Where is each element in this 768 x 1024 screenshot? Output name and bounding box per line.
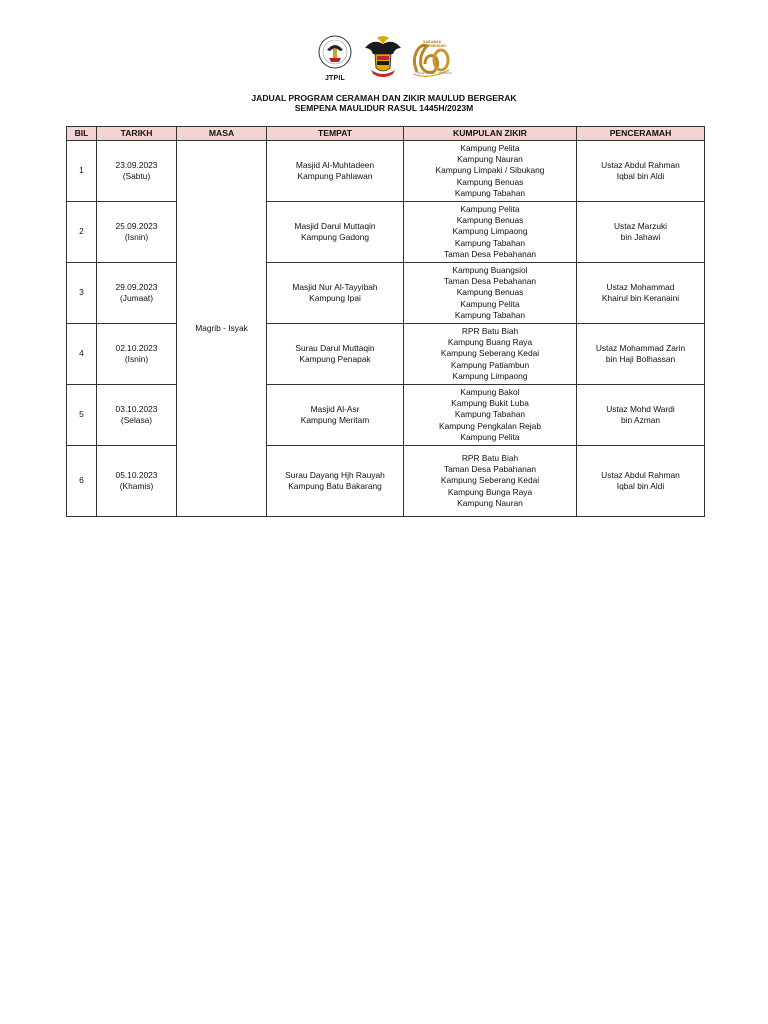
cell-kumpulan-zikir	[404, 263, 577, 324]
day: (Isnin)	[124, 354, 149, 364]
cell-tempat	[267, 141, 404, 202]
header-bil: BIL	[67, 127, 97, 141]
table-row	[67, 324, 705, 385]
hornbill-crest-icon	[363, 34, 403, 80]
village: Kampung Meritam	[300, 415, 370, 425]
table-row	[67, 446, 705, 517]
anniversary-small-text: SARAWAK BERSENANG	[423, 40, 446, 48]
zikir-group: RPR Batu Biah	[461, 325, 519, 336]
title-line-2: SEMPENA MAULIDUR RASUL 1445H/2023M	[294, 103, 474, 113]
zikir-group: Kampung Pelita	[460, 142, 520, 153]
zikir-group: Kampung Pengkalan Rejab	[439, 420, 541, 431]
jtpil-label: JTPIL	[324, 75, 346, 82]
zikir-group: Kampung Bakol	[460, 386, 520, 397]
speaker-line: Ustaz Mohammad	[606, 281, 675, 292]
zikir-group: Taman Desa Pebahanan	[443, 276, 537, 287]
zikir-group: Kampung Pelita	[460, 203, 520, 214]
cell-bil: 2	[67, 202, 97, 263]
day: (Jumaat)	[119, 293, 154, 303]
table-row	[67, 202, 705, 263]
zikir-group: Kampung Nauran	[457, 497, 523, 508]
venue: Masjid Nur Al-Tayyibah	[292, 281, 378, 292]
schedule-table	[66, 126, 705, 517]
sarawak-crest-logo	[363, 34, 403, 85]
day: (Sabtu)	[122, 171, 151, 181]
logo-strip	[0, 34, 768, 82]
cell-tarikh	[97, 202, 177, 263]
day: (Selasa)	[120, 415, 153, 425]
zikir-group: Kampung Tabahan	[454, 409, 526, 420]
zikir-group: RPR Batu Biah	[461, 452, 519, 463]
village: Kampung Penapak	[299, 354, 371, 364]
title-line-1: JADUAL PROGRAM CERAMAH DAN ZIKIR MAULUD BERGERAK	[251, 93, 517, 103]
date: 05.10.2023	[115, 469, 158, 480]
zikir-group: Taman Desa Pebahanan	[443, 248, 537, 259]
cell-tarikh	[97, 446, 177, 517]
zikir-group: Kampung Limpaong	[452, 226, 528, 237]
zikir-group: Kampung Limpaki / Sibukang	[435, 165, 545, 176]
zikir-group: Kampung Tabahan	[454, 237, 526, 248]
zikir-group: Kampung Benuas	[456, 215, 524, 226]
zikir-group: Kampung Bunga Raya	[447, 486, 533, 497]
cell-tarikh	[97, 385, 177, 446]
cell-kumpulan-zikir	[404, 446, 577, 517]
zikir-group: Kampung Seberang Kedai	[440, 475, 540, 486]
header-tarikh: TARIKH	[97, 127, 177, 141]
cell-penceramah	[577, 446, 705, 517]
venue: Masjid Al-Muhtadeen	[295, 159, 375, 170]
date: 25.09.2023	[115, 220, 158, 231]
cell-kumpulan-zikir	[404, 324, 577, 385]
cell-bil: 4	[67, 324, 97, 385]
venue: Surau Dayang Hjh Rauyah	[285, 469, 385, 480]
zikir-group: Kampung Buang Raya	[447, 337, 533, 348]
header-penceramah: PENCERAMAH	[577, 127, 705, 141]
village: Kampung Gadong	[301, 232, 369, 242]
speaker-line: Iqbal bin Aldi	[616, 481, 665, 491]
speaker-line: Ustaz Abdul Rahman	[601, 469, 680, 480]
cell-penceramah	[577, 263, 705, 324]
venue: Masjid Darul Muttaqin	[294, 220, 376, 231]
zikir-group: Kampung Seberang Kedai	[440, 348, 540, 359]
speaker-line: Iqbal bin Aldi	[616, 171, 665, 181]
cell-tarikh	[97, 324, 177, 385]
date: 29.09.2023	[115, 281, 158, 292]
anniversary-logo	[409, 34, 455, 82]
speaker-line: Ustaz Abdul Rahman	[601, 159, 680, 170]
day: (Isnin)	[124, 232, 149, 242]
table-header-row	[67, 127, 705, 141]
speaker-line: bin Azman	[620, 415, 661, 425]
zikir-group: Kampung Limpaong	[452, 370, 528, 381]
cell-tarikh	[97, 263, 177, 324]
speaker-line: Khairul bin Keranaini	[601, 293, 680, 303]
cell-tempat	[267, 324, 404, 385]
cell-tempat	[267, 263, 404, 324]
anniversary-subtext: TANAH AIR KU · SARAWAK	[416, 71, 452, 75]
zikir-group: Kampung Bukit Luba	[451, 398, 529, 409]
cell-bil: 1	[67, 141, 97, 202]
zikir-group: Kampung Buangsiol	[452, 264, 528, 275]
jtpil-emblem-icon	[313, 34, 357, 74]
date: 23.09.2023	[115, 159, 158, 170]
zikir-group: Taman Desa Pabahanan	[443, 464, 537, 475]
cell-penceramah	[577, 385, 705, 446]
cell-tempat	[267, 385, 404, 446]
zikir-group: Kampung Patiambun	[450, 359, 530, 370]
cell-penceramah	[577, 324, 705, 385]
village: Kampung Ipai	[309, 293, 361, 303]
speaker-line: bin Jahawi	[620, 232, 661, 242]
zikir-group: Kampung Pelita	[460, 298, 520, 309]
zikir-group: Kampung Tabahan	[454, 309, 526, 320]
jtpil-logo	[313, 34, 357, 82]
village: Kampung Pahlawan	[297, 171, 373, 181]
table-row	[67, 385, 705, 446]
cell-tempat	[267, 446, 404, 517]
header-tempat: TEMPAT	[267, 127, 404, 141]
speaker-line: Ustaz Marzuki	[613, 220, 668, 231]
table-row	[67, 141, 705, 202]
cell-bil: 6	[67, 446, 97, 517]
table-row	[67, 263, 705, 324]
date: 03.10.2023	[115, 403, 158, 414]
zikir-group: Kampung Benuas	[456, 176, 524, 187]
day: (Khamis)	[119, 481, 154, 491]
speaker-line: bin Haji Bolhassan	[605, 354, 676, 364]
cell-kumpulan-zikir	[404, 141, 577, 202]
speaker-line: Ustaz Mohammad Zarin	[595, 342, 686, 353]
cell-penceramah	[577, 202, 705, 263]
cell-bil: 5	[67, 385, 97, 446]
cell-tarikh	[97, 141, 177, 202]
venue: Masjid Al-Asr	[310, 403, 360, 414]
cell-kumpulan-zikir	[404, 202, 577, 263]
cell-masa: Magrib - Isyak	[177, 141, 267, 517]
header-masa: MASA	[177, 127, 267, 141]
header-kumpulan-zikir: KUMPULAN ZIKIR	[404, 127, 577, 141]
date: 02.10.2023	[115, 342, 158, 353]
document-title	[0, 93, 768, 113]
zikir-group: Kampung Pelita	[460, 431, 520, 442]
cell-tempat	[267, 202, 404, 263]
speaker-line: Ustaz Mohd Wardi	[606, 403, 675, 414]
cell-penceramah	[577, 141, 705, 202]
zikir-group: Kampung Tabahan	[454, 187, 526, 198]
zikir-group: Kampung Benuas	[456, 287, 524, 298]
venue: Surau Darul Muttaqin	[295, 342, 375, 353]
cell-kumpulan-zikir	[404, 385, 577, 446]
village: Kampung Batu Bakarang	[288, 481, 382, 491]
zikir-group: Kampung Nauran	[457, 154, 523, 165]
cell-bil: 3	[67, 263, 97, 324]
